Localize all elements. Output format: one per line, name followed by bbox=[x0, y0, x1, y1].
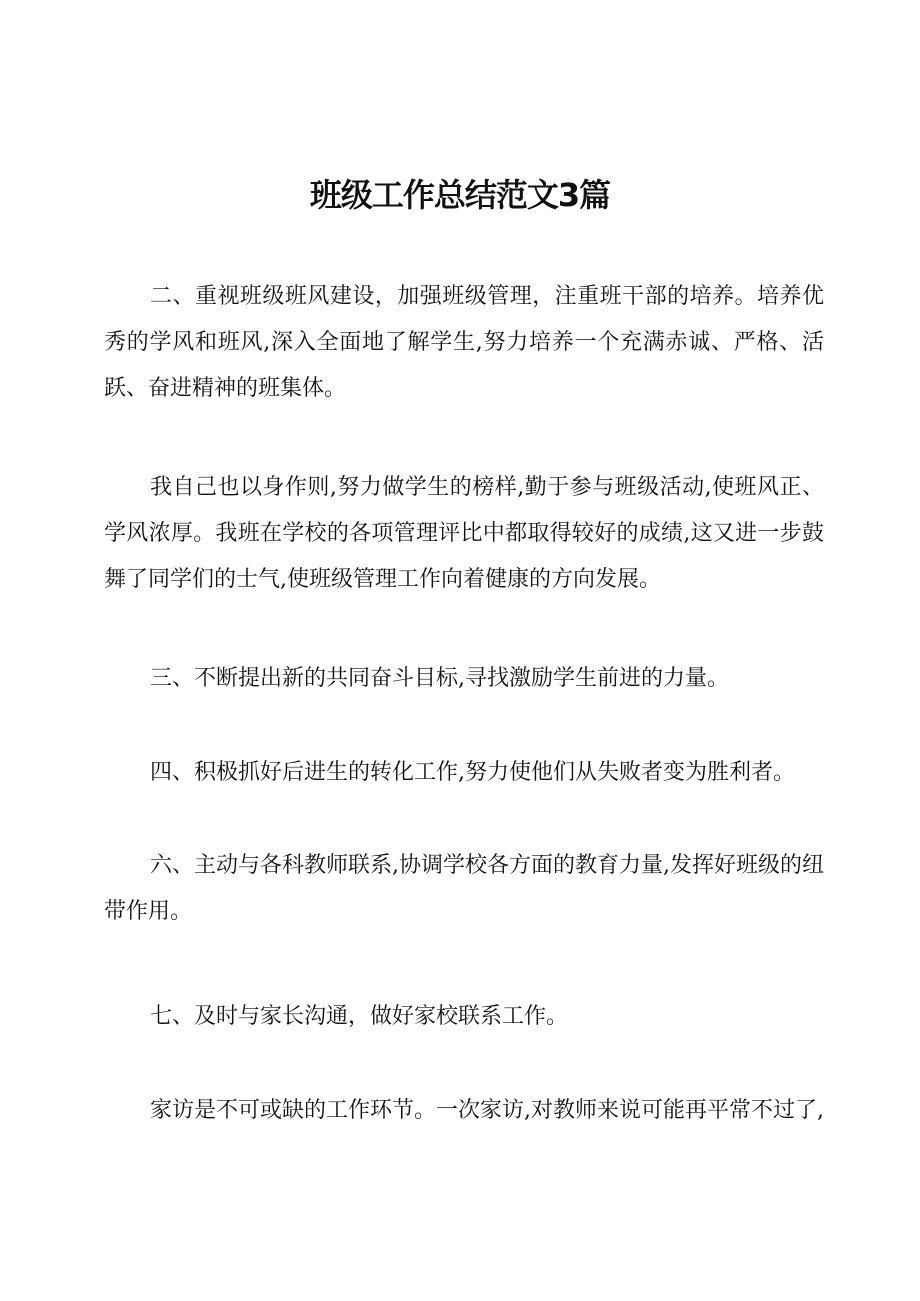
paragraph: 我自己也以身作则,努力做学生的榜样,勤于参与班级活动,使班风正、学风浓厚。我班在学校的各项管理评比中都取得较好的成绩,这又进一步鼓舞了同学们的士气,使班级管理工作向着健康的方向发展。 bbox=[104, 475, 824, 592]
paragraph: 四、积极抓好后进生的转化工作,努力使他们从失败者变为胜利者。 bbox=[150, 760, 795, 785]
paragraph: 二、重视班级班风建设，加强班级管理，注重班干部的培养。培养优秀的学风和班风,深入全面地了解学生,努力培养一个充满赤诚、严格、活跃、奋进精神的班集体。 bbox=[104, 284, 824, 401]
document-title: 班级工作总结范文3篇 bbox=[309, 176, 611, 214]
paragraph: 六、主动与各科教师联系,协调学校各方面的教育力量,发挥好班级的纽带作用。 bbox=[104, 853, 824, 924]
paragraph: 家访是不可或缺的工作环节。一次家访,对教师来说可能再平常不过了, bbox=[150, 1098, 824, 1123]
paragraph: 三、不断提出新的共同奋斗目标,寻找激励学生前进的力量。 bbox=[150, 666, 729, 691]
paragraph: 七、及时与家长沟通，做好家校联系工作。 bbox=[150, 1004, 569, 1029]
